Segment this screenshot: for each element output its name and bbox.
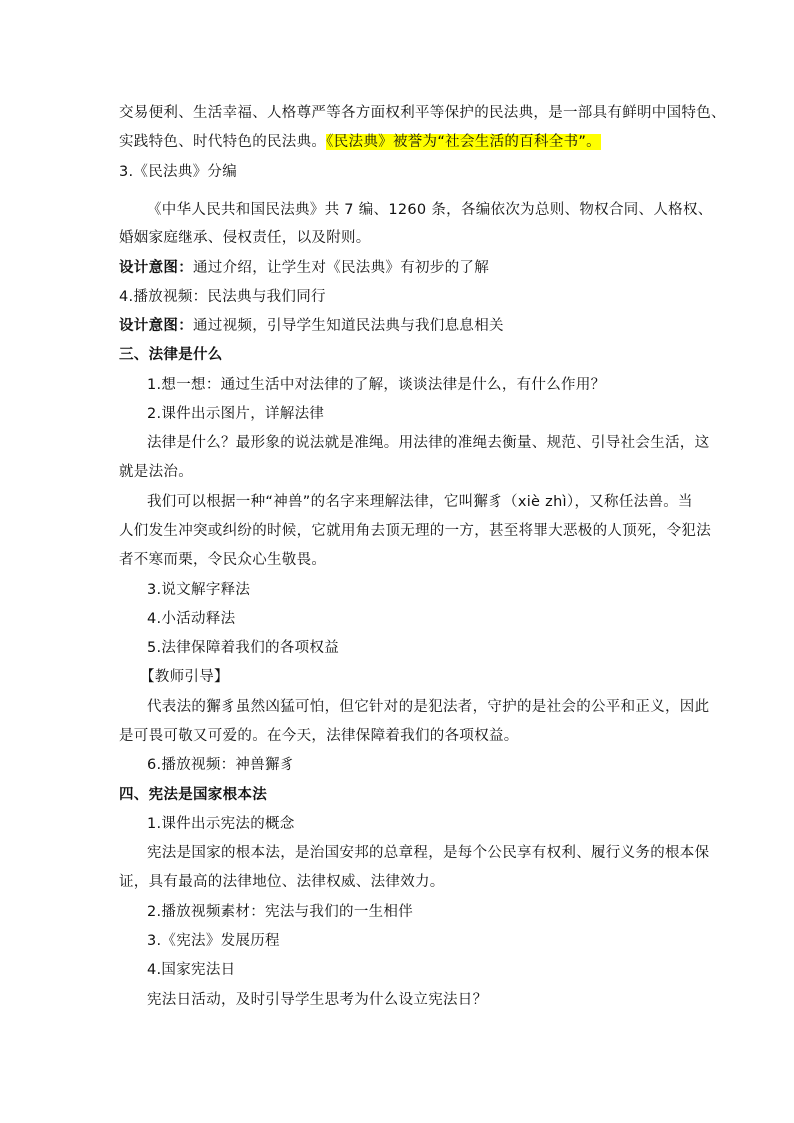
section-heading: 四、宪法是国家根本法: [119, 787, 267, 803]
paragraph-line: 者不寒而栗，令民众心生敬畏。: [119, 552, 327, 568]
design-intent-text: 通过介绍，让学生对《民法典》有初步的了解: [193, 260, 489, 276]
paragraph-line: 婚姻家庭继承、侵权责任，以及附则。: [119, 230, 371, 246]
teacher-guide-label: 【教师引导】: [140, 669, 229, 685]
list-item: 3.说文解字释法: [147, 582, 251, 598]
text-run: 实践特色、时代特色的民法典。: [119, 134, 327, 150]
design-intent-label: 设计意图：: [119, 318, 193, 334]
subheading: 3.《民法典》分编: [119, 164, 238, 180]
list-item: 6.播放视频：神兽獬豸: [147, 757, 295, 773]
paragraph-line: 证，具有最高的法律地位、法律权威、法律效力。: [119, 874, 445, 890]
design-intent-text: 通过视频，引导学生知道民法典与我们息息相关: [193, 318, 504, 334]
list-item: 1.想一想：通过生活中对法律的了解，谈谈法律是什么，有什么作用？: [147, 377, 606, 393]
paragraph-line: 人们发生冲突或纠纷的时候，它就用角去顶无理的一方，甚至将罪大恶极的人顶死，令犯法: [119, 523, 711, 539]
section-heading: 三、法律是什么: [119, 347, 223, 363]
paragraph-line: 交易便利、生活幸福、人格尊严等各方面权利平等保护的民法典，是一部具有鲜明中国特色、: [119, 105, 726, 121]
list-item: 5.法律保障着我们的各项权益: [147, 640, 340, 656]
list-item: 3.《宪法》发展历程: [147, 933, 280, 949]
paragraph-line: 我们可以根据一种“神兽”的名字来理解法律，它叫獬豸（xiè zhì），又称任法兽。当: [147, 494, 693, 510]
paragraph-line: 宪法是国家的根本法，是治国安邦的总章程，是每个公民享有权利、履行义务的根本保: [147, 845, 710, 861]
list-item: 4.国家宪法日: [147, 962, 236, 978]
list-item: 2.播放视频素材：宪法与我们的一生相伴: [147, 904, 414, 920]
paragraph-line: 法律是什么？最形象的说法就是准绳。用法律的准绳去衡量、规范、引导社会生活，这: [147, 435, 710, 451]
paragraph-line: [119, 132, 601, 152]
highlighted-text: 《民法典》被誉为“社会生活的百科全书”。: [326, 134, 601, 150]
paragraph-line: 就是法治。: [119, 464, 193, 480]
list-item: 1.课件出示宪法的概念: [147, 816, 295, 832]
paragraph-line: 《中华人民共和国民法典》共 7 编、1260 条，各编依次为总则、物权合同、人格权、: [147, 202, 713, 218]
list-item: 4.小活动释法: [147, 611, 236, 627]
paragraph-line: 宪法日活动，及时引导学生思考为什么设立宪法日？: [147, 992, 488, 1008]
design-intent: [119, 316, 504, 336]
subheading: 4.播放视频：民法典与我们同行: [119, 289, 326, 305]
list-item: 2.课件出示图片，详解法律: [147, 406, 325, 422]
design-intent-label: 设计意图：: [119, 260, 193, 276]
paragraph-line: 是可畏可敬又可爱的。在今天，法律保障着我们的各项权益。: [119, 728, 519, 744]
design-intent: [119, 258, 489, 278]
paragraph-line: 代表法的獬豸虽然凶猛可怕，但它针对的是犯法者，守护的是社会的公平和正义，因此: [147, 699, 710, 715]
